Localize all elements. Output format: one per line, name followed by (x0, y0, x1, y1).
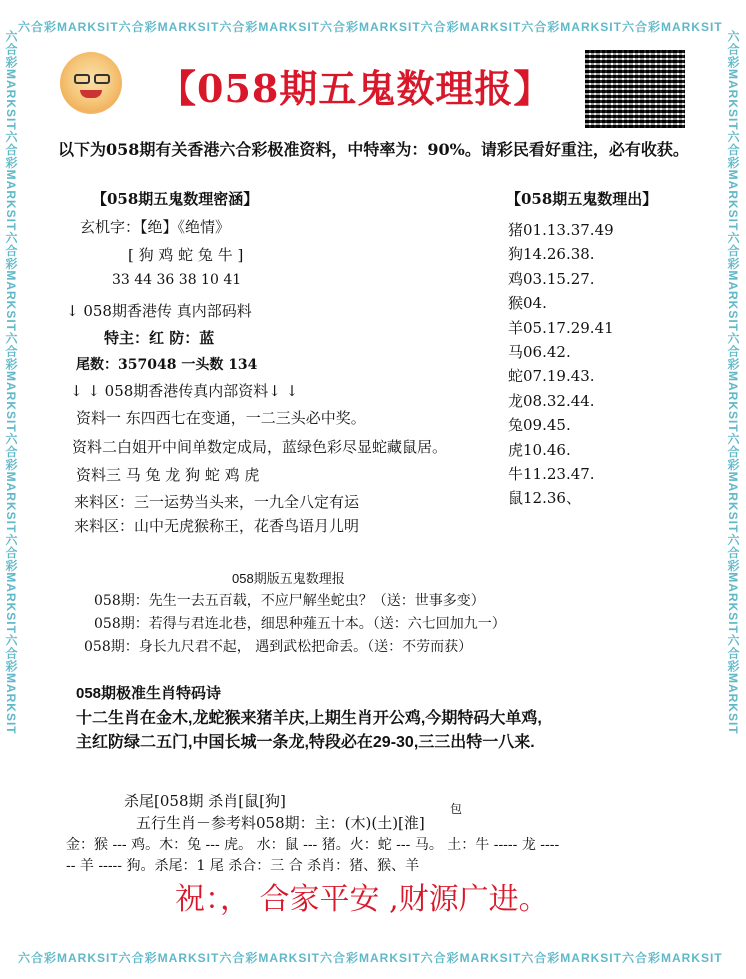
ziliao-3: 资料三 马 兔 龙 狗 蛇 鸡 虎 (76, 466, 260, 484)
face-left-eye (74, 74, 90, 84)
list-item: 虎10.46. (508, 440, 571, 459)
poem-line-1: 十二生肖在金木,龙蛇猴来猪羊庆,上期生肖开公鸡,今期特码大单鸡, (76, 710, 542, 727)
list-item: 猴04. (508, 294, 547, 313)
face-right-eye (94, 74, 110, 84)
insider-heading-2: ↓ ↓ 058期香港传真内部资料↓ ↓ (70, 382, 299, 400)
wuxing-line: 五行生肖－参考料058期：主：(木)(土)[淮] (136, 814, 425, 832)
intro-text: 以下为058期有关香港六合彩极准资料，中特率为：90%。请彩民看好重注，必有收获。 (58, 140, 689, 159)
riddle-line-3: 058期：身长九尺君不起， 遇到武松把命丢。（送：不劳而获） (84, 639, 473, 655)
zodiac-number-list (508, 218, 614, 511)
list-item: 鸡03.15.27. (508, 269, 595, 288)
numbers-line: 33 44 36 38 10 41 (112, 272, 242, 288)
weishu-line: 尾数：357048 一头数 134 (76, 357, 258, 373)
watermark-right: 六合彩MARKSIT六合彩MARKSIT六合彩MARKSIT六合彩MARKSIT六合彩MARKSIT六合彩MARKSIT六合彩MARKSIT (726, 30, 740, 735)
laiyu-1: 来料区：三一运势当头来，一九全八定有运 (74, 493, 360, 511)
laiyu-2: 来料区：山中无虎猴称王，花香鸟语月儿明 (74, 517, 360, 535)
riddle-line-2: 058期：若得与君连北巷，细思种薤五十本。（送：六七回加九一） (94, 616, 506, 632)
watermark-top: 六合彩MARKSIT六合彩MARKSIT六合彩MARKSIT六合彩MARKSIT六合彩MARKSIT六合彩MARKSIT六合彩MARKSIT (18, 20, 723, 34)
bao-mark: 包 (450, 802, 463, 816)
list-item: 鼠12.36、 (508, 489, 581, 508)
tema-line: 特主：红 防：蓝 (104, 329, 215, 347)
shawei-line: 杀尾[058期 杀肖[鼠[狗] (124, 792, 286, 810)
insider-heading-1: ↓ 058期香港传 真内部码料 (66, 302, 252, 320)
page-title: 【058期五鬼数理报】 (158, 66, 553, 111)
animals-line: [ 狗 鸡 蛇 兔 牛 ] (128, 246, 244, 264)
left-heading: 【058期五鬼数理密涵】 (92, 190, 259, 208)
list-item: 蛇07.19.43. (508, 367, 595, 386)
list-item: 羊05.17.29.41 (508, 318, 614, 337)
elements-line-1: 金：猴 --- 鸡。木：兔 --- 虎。 水：鼠 --- 猪。火：蛇 --- 马。 土：牛 ----- 龙 ---- (66, 837, 560, 853)
list-item: 狗14.26.38. (508, 245, 595, 264)
list-item: 马06.42. (508, 343, 571, 362)
list-item: 猪01.13.37.49 (508, 221, 614, 239)
face-mouth (80, 90, 102, 98)
riddle-line-1: 058期：先生一去五百载，不应尸解坐蛇虫？（送：世事多变） (94, 593, 485, 609)
riddle-heading: 058期版五鬼数理报 (232, 571, 345, 586)
poem-heading: 058期极准生肖特码诗 (76, 685, 222, 702)
watermark-left: 六合彩MARKSIT六合彩MARKSIT六合彩MARKSIT六合彩MARKSIT六合彩MARKSIT六合彩MARKSIT六合彩MARKSIT (4, 30, 18, 735)
right-heading: 【058期五鬼数理出】 (506, 190, 658, 208)
poem-line-2: 主红防绿二五门,中国长城一条龙,特段必在29-30,三三出特一八来. (76, 734, 535, 751)
avatar-face (60, 52, 122, 114)
ziliao-1: 资料一 东四西七在变通，一二三头必中奖。 (76, 409, 366, 427)
watermark-bottom: 六合彩MARKSIT六合彩MARKSIT六合彩MARKSIT六合彩MARKSIT六合彩MARKSIT六合彩MARKSIT六合彩MARKSIT (18, 951, 723, 965)
blessing-text: 祝：， 合家平安 ,财源广进。 (175, 882, 549, 917)
ziliao-2: 资料二白姐开中间单数定成局，蓝绿色彩尽显蛇藏鼠居。 (72, 438, 448, 456)
list-item: 兔09.45. (508, 416, 571, 435)
xuanji-line: 玄机字：【绝】《绝情》 (80, 218, 231, 236)
elements-line-2: -- 羊 ----- 狗。杀尾：1 尾 杀合：三 合 杀肖：猪、猴、羊 (66, 858, 420, 874)
list-item: 龙08.32.44. (508, 391, 595, 410)
qr-code-image (585, 50, 685, 128)
list-item: 牛11.23.47. (508, 465, 595, 484)
